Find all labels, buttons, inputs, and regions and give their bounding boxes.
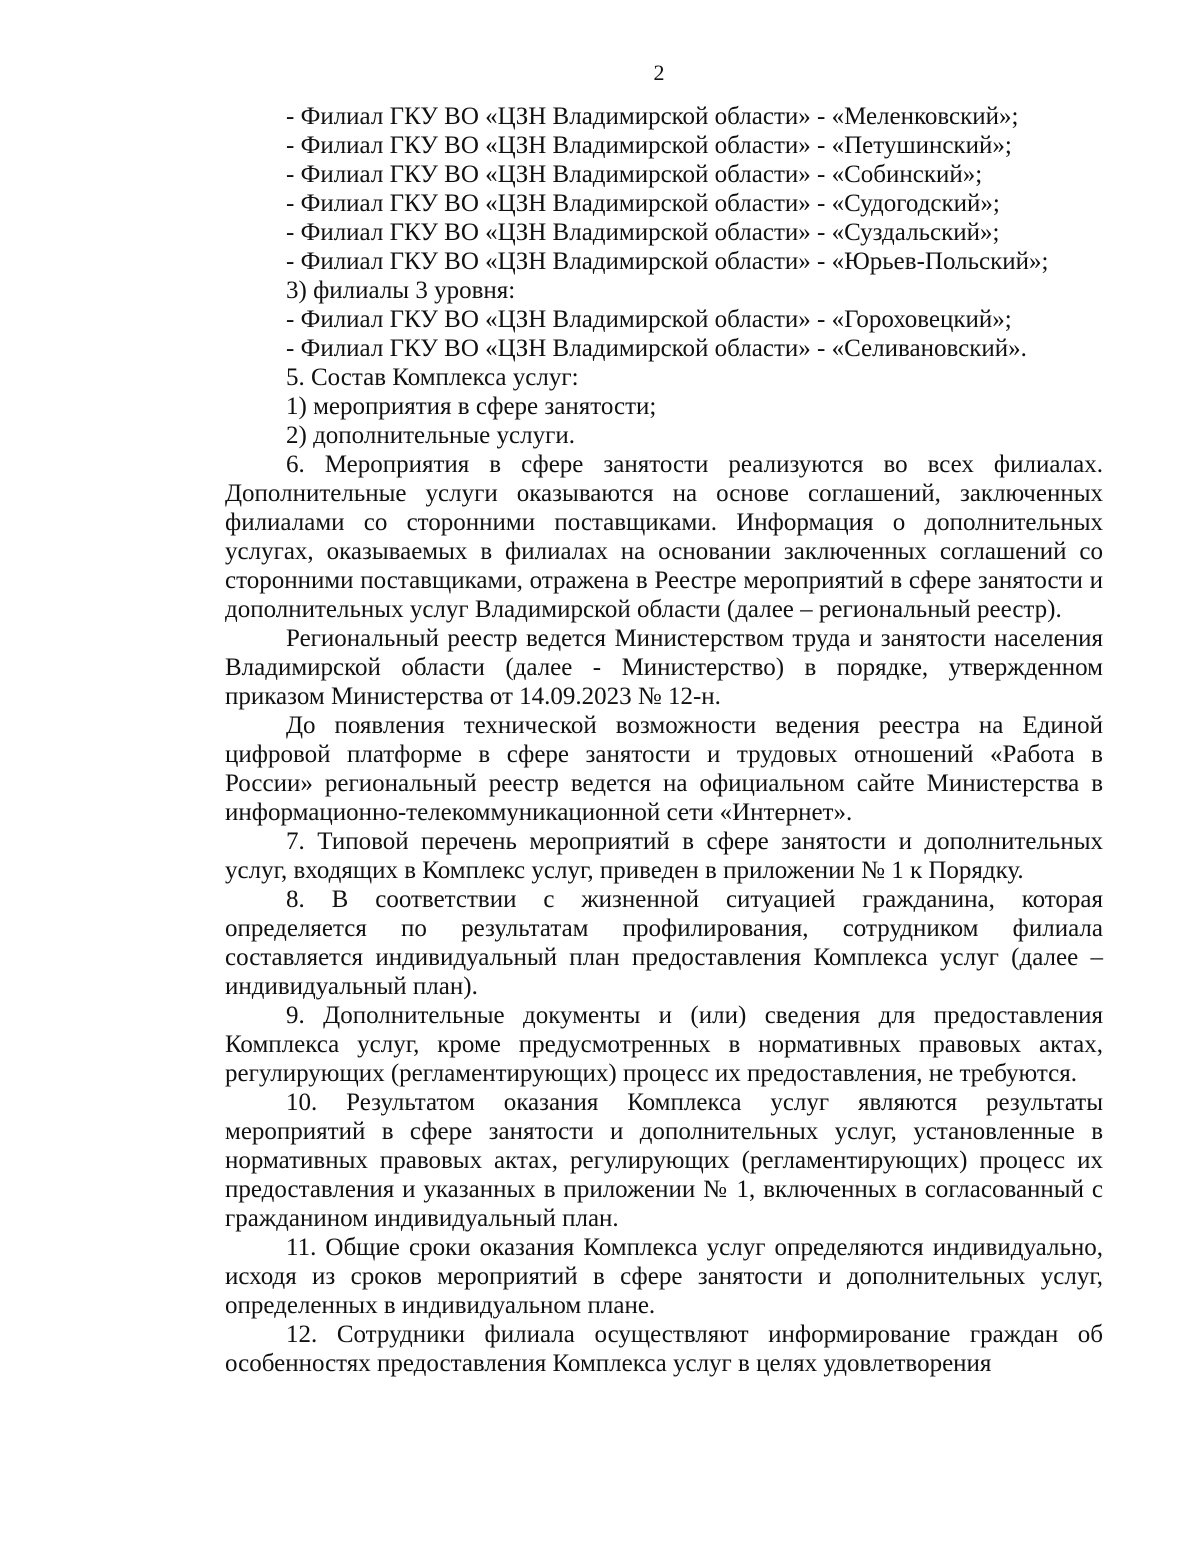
list-item: - Филиал ГКУ ВО «ЦЗН Владимирской области» - «Петушинский»; bbox=[286, 132, 1012, 159]
paragraph-registry: Региональный реестр ведется Министерством труда и занятости населения Владимирской области (далее - Министерство) в порядке, утвержденном приказом Министерства от 14.09.2023 № 12-н. bbox=[225, 625, 1103, 710]
branch-list-level2 bbox=[225, 102, 1103, 276]
document-body bbox=[225, 102, 1103, 1378]
list-item: - Филиал ГКУ ВО «ЦЗН Владимирской области» - «Гороховецкий»; bbox=[286, 306, 1012, 333]
paragraph-9: 9. Дополнительные документы и (или) сведения для предоставления Комплекса услуг, кроме предусмотренных в нормативных правовых актах, регулирующих (регламентирующих) процесс их предоставления, не требуются. bbox=[225, 1002, 1103, 1087]
list-item: - Филиал ГКУ ВО «ЦЗН Владимирской области» - «Селивановский». bbox=[286, 335, 1027, 362]
paragraph-8: 8. В соответствии с жизненной ситуацией гражданина, которая определяется по результатам профилирования, сотрудником филиала составляется индивидуальный план предоставления Комплекса услуг (далее – индивидуальный план). bbox=[225, 886, 1103, 1000]
paragraph-platform: До появления технической возможности ведения реестра на Единой цифровой платформе в сфере занятости и трудовых отношений «Работа в России» региональный реестр ведется на официальном сайте Министерства в информационно-телекоммуникационной сети «Интернет». bbox=[225, 712, 1103, 826]
branch-list-level3 bbox=[225, 305, 1103, 363]
page-number: 2 bbox=[653, 60, 665, 85]
paragraph-7: 7. Типовой перечень мероприятий в сфере занятости и дополнительных услуг, входящих в Комплекс услуг, приведен в приложении № 1 к Порядку. bbox=[225, 828, 1103, 884]
list-item: - Филиал ГКУ ВО «ЦЗН Владимирской области» - «Собинский»; bbox=[286, 161, 983, 188]
list-item: - Филиал ГКУ ВО «ЦЗН Владимирской области» - «Юрьев-Польский»; bbox=[286, 248, 1049, 275]
level3-heading: 3) филиалы 3 уровня: bbox=[286, 277, 516, 304]
paragraph-11: 11. Общие сроки оказания Комплекса услуг определяются индивидуально, исходя из сроков мероприятий в сфере занятости и дополнительных услуг, определенных в индивидуальном плане. bbox=[225, 1234, 1103, 1319]
list-item: - Филиал ГКУ ВО «ЦЗН Владимирской области» - «Суздальский»; bbox=[286, 219, 1000, 246]
section5-item: 1) мероприятия в сфере занятости; bbox=[286, 393, 657, 420]
list-item: - Филиал ГКУ ВО «ЦЗН Владимирской области» - «Судогодский»; bbox=[286, 190, 1000, 217]
section5-heading: 5. Состав Комплекса услуг: bbox=[286, 364, 579, 391]
paragraph-10: 10. Результатом оказания Комплекса услуг являются результаты мероприятий в сфере занятости и дополнительных услуг, установленные в нормативных правовых актах, регулирующих (регламентирующих) процесс их предоставления и указанных в приложении № 1, включенных в согласованный с гражданином индивидуальный план. bbox=[225, 1089, 1103, 1232]
section5-item: 2) дополнительные услуги. bbox=[286, 422, 575, 449]
list-item: - Филиал ГКУ ВО «ЦЗН Владимирской области» - «Меленковский»; bbox=[286, 103, 1019, 130]
paragraph-6: 6. Мероприятия в сфере занятости реализуются во всех филиалах. Дополнительные услуги оказываются на основе соглашений, заключенных филиалами со сторонними поставщиками. Информация о дополнительных услугах, оказываемых в филиалах на основании заключенных соглашений со сторонними поставщиками, отражена в Реестре мероприятий в сфере занятости и дополнительных услуг Владимирской области (далее – региональный реестр). bbox=[225, 451, 1103, 623]
paragraph-12: 12. Сотрудники филиала осуществляют информирование граждан об особенностях предоставления Комплекса услуг в целях удовлетворения bbox=[225, 1321, 1103, 1377]
